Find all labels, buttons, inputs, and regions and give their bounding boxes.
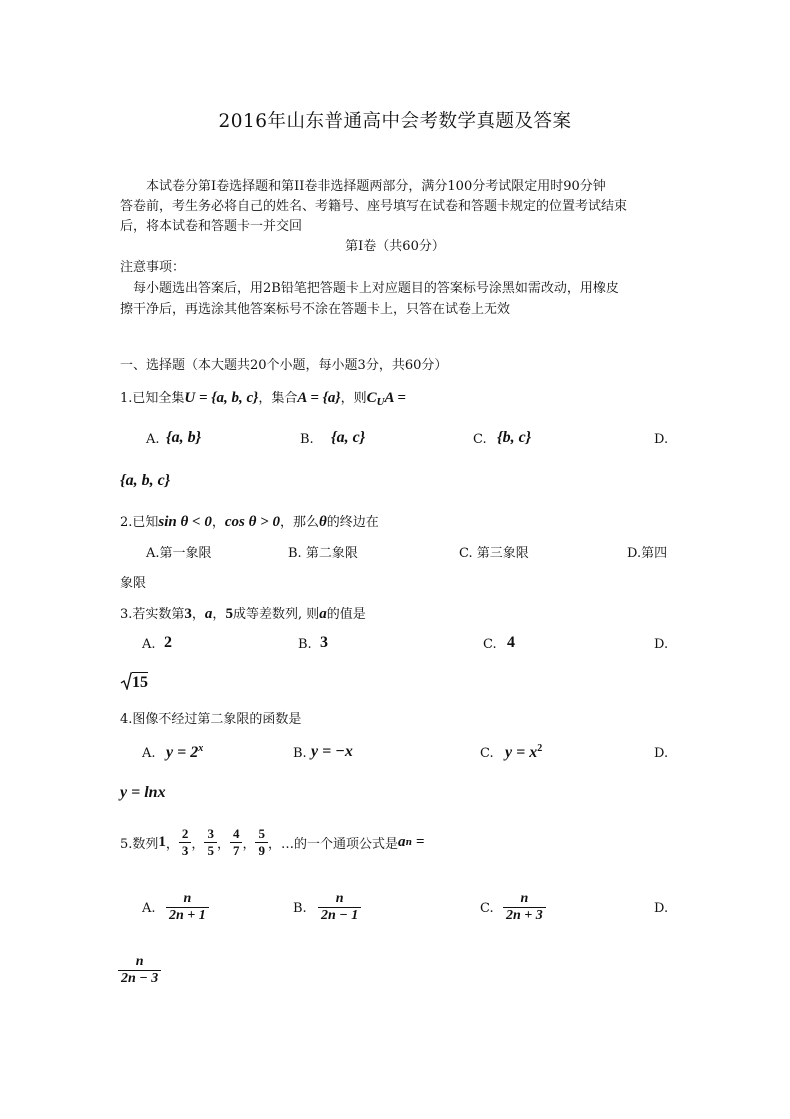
- q2-mid: ，那么: [279, 515, 319, 530]
- q2-sep: ，: [211, 515, 225, 530]
- q5-prefix: 5.数列: [120, 837, 159, 852]
- q5-term-fraction: $\frac{5}{9}$: [255, 826, 268, 859]
- question-2: [120, 511, 379, 531]
- q3-option-d: 15: [120, 672, 148, 692]
- intro-line-2: 答卷前，考生务必将自己的姓名、考籍号、座号填写在试卷和答题卡规定的位置考试结束: [120, 199, 628, 214]
- q5-option-a: $\frac{n}{2n + 1}$: [166, 891, 209, 924]
- q5-option-a-label: A.: [142, 901, 156, 916]
- q2-option-d: D.第四: [627, 546, 668, 561]
- q3-tail: 的值是: [326, 607, 366, 622]
- q3-three: 3: [184, 606, 192, 622]
- notes-label: 注意事项：: [120, 260, 186, 275]
- intro-line-3: 后，将本试卷和答题卡一并交回: [120, 219, 303, 234]
- q1-option-c: {b, c}: [497, 429, 532, 446]
- q3-mid: 成等差数列, 则: [232, 607, 320, 622]
- sqrt-icon: [120, 672, 132, 690]
- q3-option-a-label: A.: [142, 637, 156, 652]
- q5-option-c-label: C.: [480, 901, 494, 916]
- notes-line-1: 每小题选出答案后，用2B铅笔把答题卡上对应题目的答案标号涂黑如需改动，用橡皮: [133, 281, 619, 296]
- q5-comma-4: ，: [242, 837, 256, 852]
- section-heading: 第Ⅰ卷（共60分）: [345, 239, 445, 254]
- q1-option-a-label: A.: [146, 432, 160, 447]
- q1-option-a: {a, b}: [166, 429, 202, 446]
- q4-option-d-label: D.: [654, 746, 669, 761]
- page-title: 2016年山东普通高中会考数学真题及答案: [218, 111, 572, 132]
- q1-complement-tail: A =: [384, 390, 406, 406]
- q2-condition-cos: cos θ > 0: [224, 514, 280, 530]
- q5-term-fraction: $\frac{2}{3}$: [179, 826, 192, 859]
- q3-sep-2: ，: [212, 607, 226, 622]
- notes-line-2: 擦干净后，再选涂其他答案标号不涂在答题卡上，只答在试卷上无效: [120, 302, 511, 317]
- q2-option-a: A.第一象限: [146, 546, 212, 561]
- question-5: [120, 826, 425, 859]
- q1-then: ，则: [340, 391, 367, 406]
- q5-an: a: [397, 834, 406, 850]
- q2-option-c: C. 第三象限: [459, 546, 529, 561]
- q3-prefix: 3.若实数第: [120, 607, 185, 622]
- q3-a-2: a: [319, 606, 327, 622]
- q2-theta: θ: [318, 514, 327, 530]
- q5-option-d: $\frac{n}{2n - 3}$: [118, 954, 161, 987]
- q5-option-c: $\frac{n}{2n + 3}$: [503, 891, 546, 924]
- q1-set-a: A = {a}: [297, 390, 341, 406]
- q5-first-term: 1: [158, 834, 166, 850]
- q5-equals: =: [416, 834, 425, 850]
- q2-tail: 的终边在: [326, 515, 379, 530]
- q1-option-d: {a, b, c}: [120, 472, 171, 489]
- q1-complement-sub: U: [376, 398, 385, 408]
- q5-option-b: $\frac{n}{2n - 1}$: [318, 891, 361, 924]
- q4-option-c-label: C.: [480, 746, 494, 761]
- q3-option-c: 4: [507, 634, 515, 651]
- q1-option-b-label: B.: [300, 432, 314, 447]
- q2-condition-sin: sin θ < 0: [158, 514, 212, 530]
- intro-line-1: 本试卷分第Ⅰ卷选择题和第II卷非选择题两部分，满分100分考试限定用时90分钟: [146, 179, 606, 194]
- question-3: [120, 603, 366, 623]
- q1-option-b: {a, c}: [331, 429, 366, 446]
- q3-option-c-label: C.: [483, 637, 497, 652]
- q3-five: 5: [225, 606, 233, 622]
- q5-an-sub: n: [405, 837, 413, 848]
- q5-comma-1: ，: [165, 837, 179, 852]
- q3-option-d-label: D.: [654, 637, 669, 652]
- q3-option-b-label: B.: [298, 637, 312, 652]
- q2-option-b: B. 第二象限: [288, 546, 358, 561]
- q1-complement: C: [366, 390, 377, 406]
- q5-comma-2: ，: [191, 837, 205, 852]
- q4-option-b: y = −x: [311, 743, 353, 760]
- q5-option-d-label: D.: [654, 901, 669, 916]
- q1-mid: ，集合: [258, 391, 298, 406]
- q2-option-d-wrap: 象限: [120, 576, 147, 591]
- q3-option-a: 2: [164, 634, 172, 651]
- q1-option-c-label: C.: [473, 432, 487, 447]
- q5-option-b-label: B.: [293, 901, 307, 916]
- q2-prefix: 2.已知: [120, 515, 159, 530]
- q1-universal-set: U = {a, b, c}: [184, 390, 259, 406]
- question-4: 4.图像不经过第二象限的函数是: [120, 712, 302, 727]
- q5-term-fraction: $\frac{4}{7}$: [230, 826, 243, 859]
- q4-option-d: y = lnx: [120, 784, 166, 801]
- question-1: [120, 387, 406, 408]
- q4-option-b-label: B.: [293, 746, 307, 761]
- q3-sep-1: ，: [191, 607, 205, 622]
- q1-prefix: 1.已知全集: [120, 391, 185, 406]
- q4-option-c: $y = x^2$: [505, 743, 543, 761]
- q4-option-a-label: A.: [142, 746, 156, 761]
- q5-comma-3: ，: [216, 837, 230, 852]
- q5-tail: ，…的一个通项公式是: [267, 837, 398, 852]
- q3-a: a: [204, 606, 213, 622]
- q4-option-a: $y = 2^x$: [166, 743, 204, 761]
- q3-option-b: 3: [320, 634, 328, 651]
- q1-option-d-label: D.: [654, 432, 669, 447]
- q5-term-fraction: $\frac{3}{5}$: [204, 826, 217, 859]
- part1-heading: 一、选择题（本大题共20个小题，每小题3分，共60分）: [120, 358, 448, 373]
